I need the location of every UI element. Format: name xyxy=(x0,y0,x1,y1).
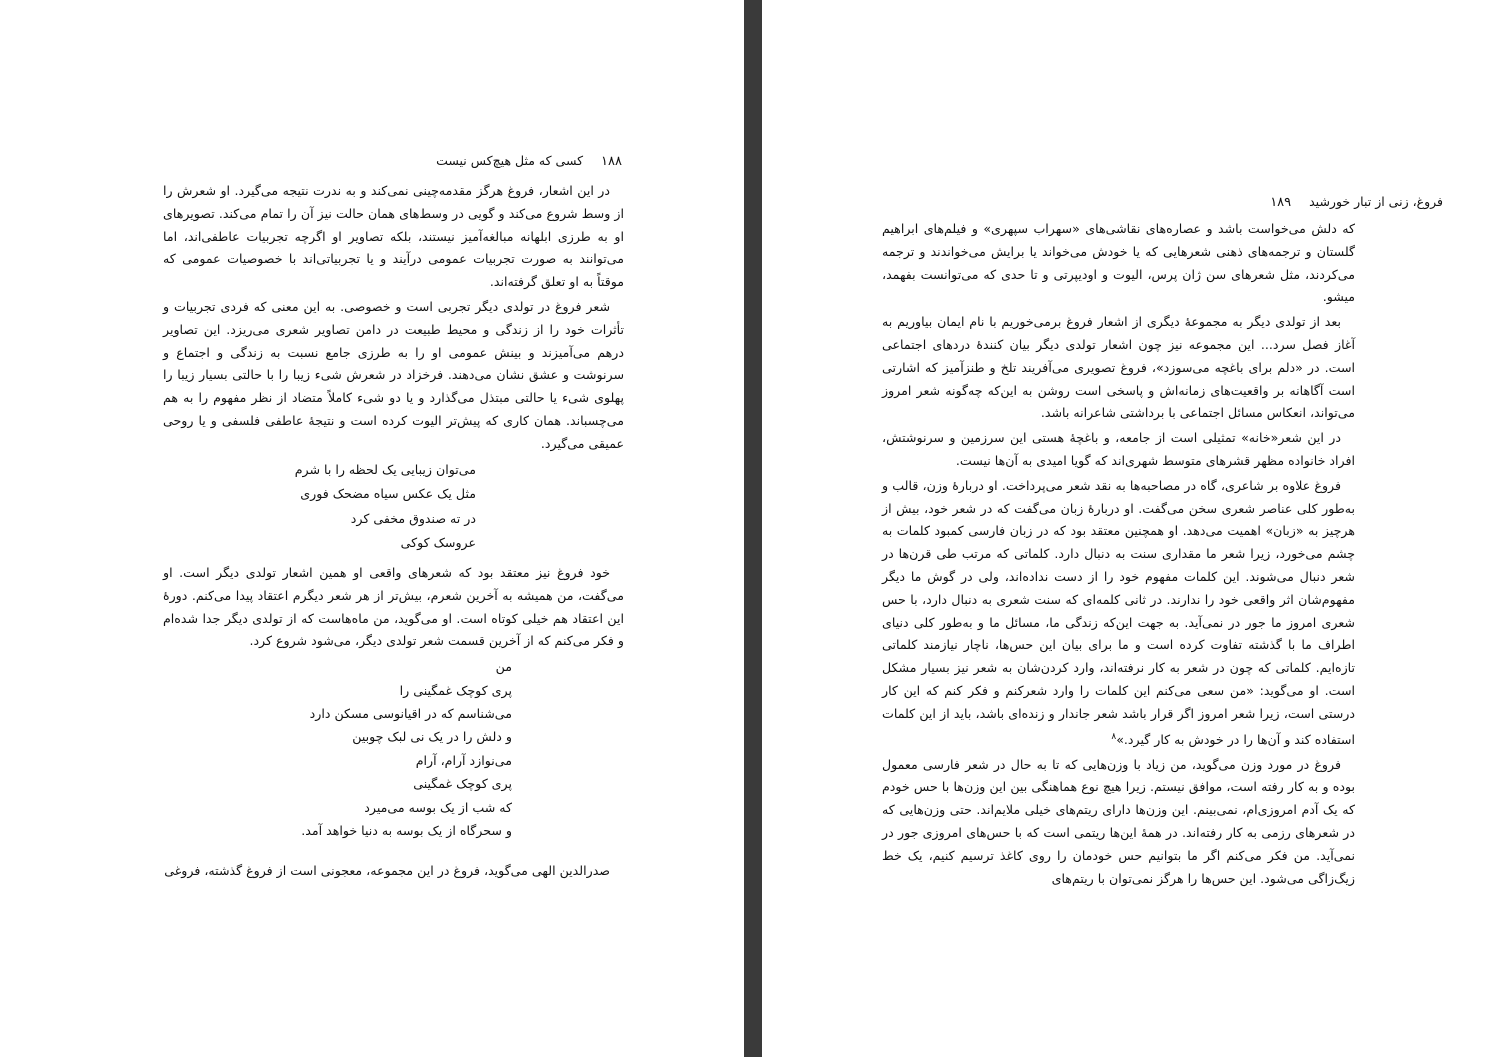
poem-line: می‌شناسم که در اقیانوسی مسکن دارد xyxy=(309,705,512,721)
poem-line: می‌نوازد آرام، آرام xyxy=(415,752,512,768)
page-number: ۱۸۸ xyxy=(601,154,622,169)
paragraph: در این اشعار، فروغ هرگز مقدمه‌چینی نمی‌کند و به ندرت نتیجه می‌گیرد. او شعرش را از وسط شروع می‌کند و گویی در وسط‌های همان حالت نیز آن را تمام می‌کند. تصویرهای او به طرزی ابلهانه مبالغه‌آمیز نیستند، بلکه تصاویر او اگرچه تجربیات عاطفی‌اند، اما می‌توانند به صورت تجربیات عمومی درآیند و یا تجربیاتی‌اند با خصوصیات عمومی که موقتاً به او تعلق گرفته‌اند. xyxy=(163,183,624,290)
paragraph: که دلش می‌خواست باشد و عصاره‌های نقاشی‌های «سهراب سپهری» و فیلم‌های ابراهیم گلستان و ترجمه‌های ذهنی شعرهایی که یا خودش می‌خواند یا برایش می‌خواندند و ترجمه می‌کردند، مثل شعرهای سن ژان پرس، الیوت و اودیپرتی و تا حدی که می‌توانست بفهمد، میشو. xyxy=(882,221,1355,305)
poem-line: مثل یک عکس سیاه مضحک فوری xyxy=(300,486,476,502)
footnote-mark: ۸ xyxy=(1111,731,1117,742)
running-title: فروغ، زنی از تبار خورشید xyxy=(1309,194,1443,209)
book-gutter xyxy=(744,0,762,1057)
poem-line: عروسک کوکی xyxy=(400,535,476,551)
left-page xyxy=(0,0,744,1057)
paragraph: خود فروغ نیز معتقد بود که شعرهای واقعی او همین اشعار تولدی دیگر است. او می‌گفت، من همیشه به آخرین شعرم، بیش‌تر از هر شعر دیگرم اعتقاد پیدا می‌کنم. دورهٔ این اعتقاد هم خیلی کوتاه است. او می‌گوید، من ماه‌هاست که از تولدی دیگر جدا شده‌ام و فکر می‌کنم که از آخرین قسمت شعر تولدی دیگر، می‌شود شروع کرد. xyxy=(163,564,624,649)
right-page xyxy=(762,0,1503,1057)
right-page-body xyxy=(882,218,1355,890)
paragraph: بعد از تولدی دیگر به مجموعهٔ دیگری از اشعار فروغ برمی‌خوریم با نام ایمان بیاوریم به آغاز فصل سرد... این مجموعه نیز چون اشعار تولدی دیگر بیان کنندهٔ دردهای اجتماعی است. در «دلم برای باغچه می‌سوزد»، فروغ تصویری می‌آفریند تلخ و طنزآمیز که اشارتی است آگاهانه بر واقعیت‌های زمانه‌اش و پاسخی است روشن به این‌که چه‌گونه شعر امروز می‌تواند، انعکاس مسائل اجتماعی با برداشتی شاعرانه باشد. xyxy=(882,314,1355,421)
poem-line: می‌توان زیبایی یک لحظه را با شرم xyxy=(294,461,476,477)
left-page-header xyxy=(436,153,622,170)
paragraph: در این شعر«خانه» تمثیلی است از جامعه، و باغچهٔ هستی این سرزمین و سرنوشتش، افراد خانواده مظهر قشرهای متوسط شهری‌اند که گویا امیدی به آن‌ها نیست. xyxy=(882,430,1355,468)
paragraph: فروغ در مورد وزن می‌گوید، من زیاد با وزن‌هایی که تا به حال در شعر فارسی معمول بوده و به کار رفته است، موافق نیستم. زیرا هیچ نوع هماهنگی بین این وزن‌ها با حس خودم که یک آدم امروزی‌ام، نمی‌بینم. این وزن‌ها دارای ریتم‌های خیلی ملایم‌اند. حتی وزن‌هایی که در شعرهای رزمی به کار رفته‌اند. در همهٔ این‌ها ریتمی است که با حس‌های امروزی جور در نمی‌آید. من فکر می‌کنم اگر ما بتوانیم حس خودمان را روی کاغذ ترسیم کنیم، یک خط زیگ‌زاگی می‌شود. این حس‌ها را هرگز نمی‌توان با ریتم‌های xyxy=(882,756,1355,886)
poem-line: پری کوچک غمگینی xyxy=(413,776,512,792)
paragraph xyxy=(882,475,1355,752)
paragraph-text: فروغ علاوه بر شاعری، گاه در مصاحبه‌ها به نقد شعر می‌پرداخت. او دربارهٔ وزن، قالب و به‌طور کلی عناصر شعری سخن می‌گفت. او دربارهٔ زبان می‌گفت که در شعر خود، بیش از هرچیز به «زبان» اهمیت می‌دهد. او همچنین معتقد بود که در زبان فارسی کمبود کلمات به چشم می‌خورد، زیرا شعر ما مقداری سنت به دنبال دارد. کلماتی که مرتب طی قرن‌ها در شعر دنبال می‌شوند. این کلمات مفهوم خود را از دست نداده‌اند، ولی در گوش ما دیگر مفهوم‌شان اثر واقعی خود را ندارند. در ثانی کلمه‌ای که سنت شعری به دنبال دارد، با حس شعری امروز ما جور در نمی‌آید. به جهت این‌که زندگی ما، مسائل ما و به‌طور کلی دنیای اطراف ما با گذشته تفاوت کرده است و ما برای بیان این حس‌ها، ناچار نیازمند کلماتی تازه‌ایم. کلماتی که چون در شعر به کار نرفته‌اند، وارد کردن‌شان به شعر نیز بسیار مشکل است. او می‌گوید: «من سعی می‌کنم این کلمات را وارد شعرکنم و فکر کنم که این کار درستی است، زیرا شعر امروز اگر قرار باشد شعر جاندار و زنده‌ای باشد، باید از این کلمات استفاده کند و آن‌ها را در خودش به کار گیرد.» xyxy=(882,477,1355,747)
poem-block xyxy=(163,655,512,842)
poem-line: و دلش را در یک نی لبک چوبین xyxy=(352,729,512,745)
right-page-header xyxy=(1270,194,1443,211)
paragraph: صدرالدین الهی می‌گوید، فروغ در این مجموعه، معجونی است از فروغ گذشته، فروغی xyxy=(164,863,610,879)
poem-line: و سحرگاه از یک بوسه به دنیا خواهد آمد. xyxy=(301,822,512,838)
poem-line: پری کوچک غمگینی را xyxy=(399,682,512,698)
poem-line: من xyxy=(495,659,512,675)
poem-line: در ته صندوق مخفی کرد xyxy=(350,510,476,526)
left-page-body xyxy=(163,180,624,883)
paragraph: شعر فروغ در تولدی دیگر تجربی است و خصوصی. به این معنی که فردی تجربیات و تأثرات خود را از زندگی و محیط طبیعت در دامن تصاویر شعری می‌ریزد. این تصاویر درهم می‌آمیزند و بینش عمومی او را به طرزی جامع نسبت به زندگی و اجتماع و سرنوشت و عشق نشان می‌دهند. فرخزاد در شعرش شیء زیبا را با حالتی بسیار زیبا را پهلوی شیء یا حالتی مبتذل می‌گذارد و یا دو شیء کاملاً متضاد از نظر مفهوم را به هم می‌چسباند. همان کاری که پیش‌تر الیوت کرده است و نتیجهٔ عاطفی فلسفی و یا روحی عمیقی می‌گیرد. xyxy=(163,298,624,451)
running-title: کسی که مثل هیچ‌کس نیست xyxy=(436,153,584,168)
page-number: ۱۸۹ xyxy=(1270,195,1292,210)
poem-block xyxy=(163,458,476,556)
poem-line: که شب از یک بوسه می‌میرد xyxy=(364,799,512,815)
